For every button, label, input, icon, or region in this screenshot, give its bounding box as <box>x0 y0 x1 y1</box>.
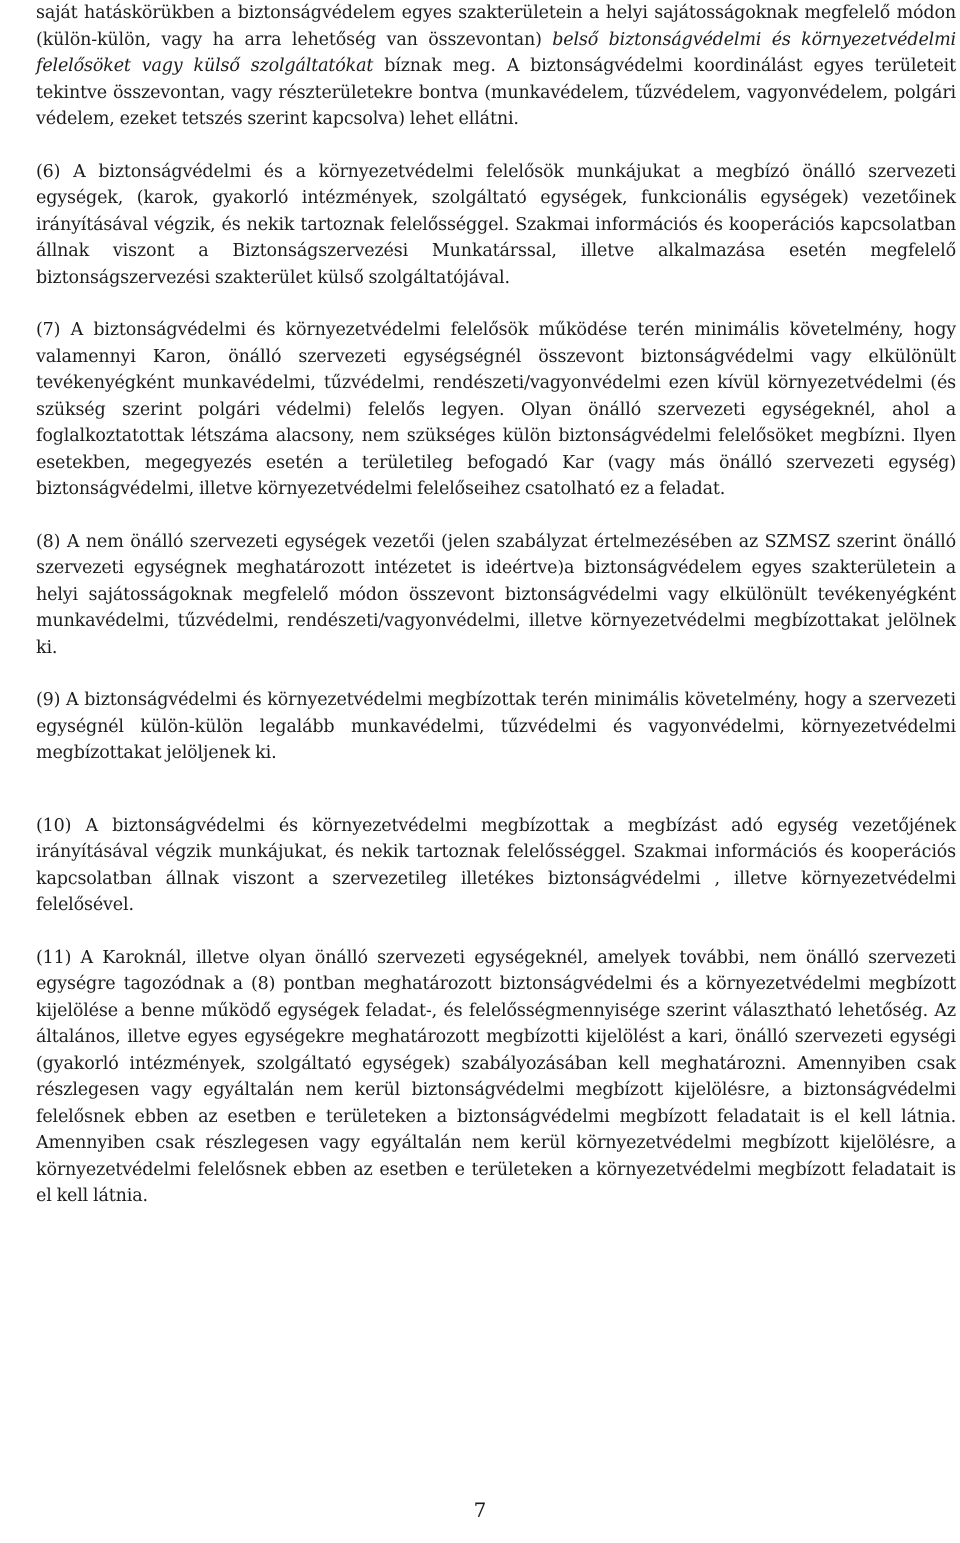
intro-italic-text: belső biztonságvédelmi és környezetvédelmi felelősöket vagy külső szolgáltatókat <box>36 29 956 76</box>
paragraph-7: (7) A biztonságvédelmi és környezetvédelmi felelősök működése terén minimális követelmény, hogy valamennyi Karon, önálló szervezeti egységségnél összevont biztonságvédelmi vagy elkülönült tevékenyégként munkavédelmi, tűzvédelmi, rendészeti/vagyonvédelmi ezen kívül környezetvédelmi (és szükség szerint polgári védelmi) felelős legyen. Olyan önálló szervezeti egységeknél, ahol a foglalkoztatottak létszáma alacsony, nem szükséges külön biztonságvédelmi felelősöket megbízni. Ilyen esetekben, megegyezés esetén a területileg befogadó Kar (vagy más önálló szervezeti egység) biztonságvédelmi, illetve környezetvédelmi felelőseihez csatolható ez a feladat. <box>36 320 956 499</box>
paragraph-10: (10) A biztonságvédelmi és környezetvédelmi megbízottak a megbízást adó egység vezetőjének irányításával végzik munkájukat, és nekik tartoznak felelősséggel. Szakmai információs és kooperációs kapcsolatban állnak viszont a szervezetileg illetékes biztonságvédelmi , illetve környezetvédelmi felelősével. <box>36 815 956 915</box>
paragraph-8: (8) A nem önálló szervezeti egységek vezetői (jelen szabályzat értelmezésében az SZMSZ szerint önálló szervezeti egységnek meghatározott intézetet is ideértve)a biztonságvédelem egyes szakterületein a helyi sajátosságoknak megfelelő módon összevont biztonságvédelmi vagy elkülönült tevékenyégként munkavédelmi, tűzvédelmi, rendészeti/vagyonvédelmi, illetve környezetvédelmi megbízottakat jelölnek ki. <box>36 531 956 658</box>
paragraph-intro <box>36 0 956 133</box>
paragraph-6: (6) A biztonságvédelmi és a környezetvédelmi felelősök munkájukat a megbízó önálló szervezeti egységek, (karok, gyakorló intézmények, szolgáltató egységek, funkcionális egységek) vezetőinek irányításával végzik, és nekik tartoznak felelősséggel. Szakmai információs és kooperációs kapcsolatban állnak viszont a Biztonságszervezési Munkatárssal, illetve alkalmazása esetén megfelelő biztonságszervezési szakterület külső szolgáltatójával. <box>36 161 956 288</box>
intro-text-part1: saját hatáskörükben a biztonságvédelem egyes szakterületein a helyi sajátosságoknak megfelelő módon (külön-külön, vagy ha arra lehetőség van összevontan) <box>36 3 956 50</box>
document-page <box>36 0 956 1210</box>
paragraph-9: (9) A biztonságvédelmi és környezetvédelmi megbízottak terén minimális követelmény, hogy a szervezeti egységnél külön-külön legalább munkavédelmi, tűzvédelmi és vagyonvédelmi, környezetvédelmi megbízottakat jelöljenek ki. <box>36 690 956 763</box>
paragraph-11: (11) A Karoknál, illetve olyan önálló szervezeti egységeknél, amelyek további, nem önálló szervezeti egységre tagozódnak a (8) pontban meghatározott biztonságvédelmi és a környezetvédelmi megbízott kijelölése a benne működő egységek feladat-, és felelősségmennyisége szerint választható lehetőség. Az általános, illetve egyes egységekre meghatározott megbízotti kijelölést a kari, önálló szervezeti egységi (gyakorló intézmények, szolgáltató egységek) szabályozásában kell meghatározni. Amennyiben csak részlegesen vagy egyáltalán nem kerül biztonságvédelmi megbízott kijelölésre, a biztonságvédelmi felelősnek ebben az esetben e területeken a biztonságvédelmi megbízott feladatait is el kell látnia. Amennyiben csak részlegesen vagy egyáltalán nem kerül környezetvédelmi megbízott kijelölésre, a környezetvédelmi felelősnek ebben az esetben e területeken a környezetvédelmi megbízott feladatait is el kell látnia. <box>36 947 956 1206</box>
intro-text-part2: bíznak meg. A biztonságvédelmi koordinálást egyes területeit tekintve összevontan, vagy részterületekre bontva (munkavédelem, tűzvédelem, vagyonvédelem, polgári védelem, ezeket tetszés szerint kapcsolva) lehet ellátni. <box>36 56 957 129</box>
page-number: 7 <box>473 1498 487 1522</box>
